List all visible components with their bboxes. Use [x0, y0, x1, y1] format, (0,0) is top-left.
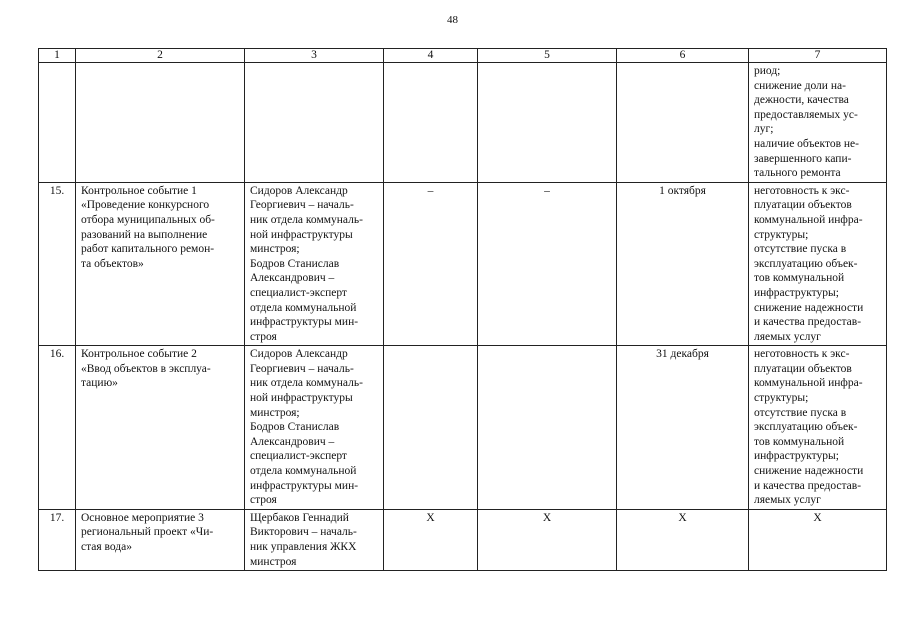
event-cell-line: региональный проект «Чи-: [81, 526, 214, 539]
risks-cell-line: структуры;: [754, 392, 809, 405]
risks-cell-line: тов коммунальной: [754, 272, 845, 285]
event-cell: [76, 346, 245, 510]
row-number: 17.: [39, 509, 76, 570]
risks-cell: [749, 509, 887, 570]
event-cell-line: тацию»: [81, 377, 118, 390]
document-table: [38, 48, 887, 571]
risks-cell-line: инфраструктуры;: [754, 450, 839, 463]
risks-cell-line: тов коммунальной: [754, 435, 845, 448]
risks-cell-line: предоставляемых ус-: [754, 108, 858, 121]
risks-cell-line: эксплуатацию объек-: [754, 257, 858, 270]
risks-cell-line: снижение доли на-: [754, 79, 846, 92]
event-cell-line: Основное мероприятие 3: [81, 511, 204, 524]
responsible-cell-line: ной инфраструктуры: [250, 392, 353, 405]
risks-cell-line: снижение надежности: [754, 465, 864, 478]
date-cell: X: [617, 509, 749, 570]
table-row: [39, 63, 887, 183]
responsible-cell-line: отдела коммунальной: [250, 301, 357, 314]
responsible-cell-line: Сидоров Александр: [250, 184, 348, 197]
responsible-cell-line: строя: [250, 330, 277, 343]
risks-cell-line: наличие объектов не-: [754, 137, 859, 150]
column-number: 1: [39, 49, 76, 63]
column-5-cell: [478, 346, 617, 510]
responsible-cell-line: строя: [250, 494, 277, 507]
event-cell-line: разований на выполнение: [81, 228, 208, 241]
risks-cell-line: луг;: [754, 123, 774, 136]
event-cell: [76, 182, 245, 346]
responsible-cell-line: инфраструктуры мин-: [250, 479, 359, 492]
risks-cell-line: завершенного капи-: [754, 152, 852, 165]
risks-cell-line: отсутствие пуска в: [754, 243, 847, 256]
event-cell-line: Контрольное событие 2: [81, 348, 197, 361]
risks-cell-line: коммунальной инфра-: [754, 377, 863, 390]
page-number: 48: [447, 14, 458, 26]
column-number: 4: [384, 49, 478, 63]
responsible-cell-line: минстроя: [250, 555, 297, 568]
risks-cell-line: отсутствие пуска в: [754, 406, 847, 419]
event-cell-line: стая вода»: [81, 541, 133, 553]
column-4-cell: [384, 346, 478, 510]
risks-cell: [749, 182, 887, 346]
responsible-cell: [245, 63, 384, 183]
risks-cell-line: коммунальной инфра-: [754, 213, 863, 226]
row-number: 16.: [39, 346, 76, 510]
column-number: 5: [478, 49, 617, 63]
risks-cell-line: и качества предостав-: [754, 316, 862, 329]
risks-cell-line: неготовность к экс-: [754, 184, 850, 197]
responsible-cell-line: ник отдела коммуналь-: [250, 377, 363, 390]
responsible-cell-line: Александрович –: [250, 435, 335, 448]
date-cell: [617, 63, 749, 183]
risks-cell-line: X: [813, 511, 822, 524]
responsible-cell-line: специалист-эксперт: [250, 286, 347, 299]
event-cell-line: работ капитального ремон-: [81, 243, 215, 256]
date-cell: 1 октября: [617, 182, 749, 346]
event-cell-line: отбора муниципальных об-: [81, 213, 215, 226]
date-cell: 31 декабря: [617, 346, 749, 510]
column-5-cell: –: [478, 182, 617, 346]
column-4-cell: –: [384, 182, 478, 346]
column-number: 2: [76, 49, 245, 63]
risks-cell-line: неготовность к экс-: [754, 348, 850, 361]
risks-cell-line: ляемых услуг: [754, 330, 821, 343]
responsible-cell-line: Бодров Станислав: [250, 257, 340, 270]
column-5-cell: X: [478, 509, 617, 570]
risks-cell-line: риод;: [754, 65, 781, 77]
responsible-cell-line: отдела коммунальной: [250, 465, 357, 478]
column-4-cell: [384, 63, 478, 183]
responsible-cell: [245, 346, 384, 510]
responsible-cell-line: Александрович –: [250, 272, 335, 285]
table-row: [39, 182, 887, 346]
risks-cell-line: дежности, качества: [754, 94, 849, 107]
risks-cell-line: плуатации объектов: [754, 362, 852, 375]
column-4-cell: X: [384, 509, 478, 570]
risks-cell-line: плуатации объектов: [754, 199, 852, 212]
event-cell: [76, 63, 245, 183]
event-cell-line: «Ввод объектов в эксплуа-: [81, 362, 211, 375]
responsible-cell-line: Щербаков Геннадий: [250, 511, 349, 524]
responsible-cell-line: специалист-эксперт: [250, 450, 347, 463]
responsible-cell-line: Георгиевич – началь-: [250, 362, 354, 375]
column-number: 7: [749, 49, 887, 63]
table-row: [39, 509, 887, 570]
table-row: [39, 346, 887, 510]
row-number: 15.: [39, 182, 76, 346]
responsible-cell-line: Георгиевич – началь-: [250, 199, 354, 212]
responsible-cell-line: Викторович – началь-: [250, 526, 357, 539]
risks-cell-line: тального ремонта: [754, 167, 841, 180]
risks-cell: [749, 346, 887, 510]
responsible-cell-line: инфраструктуры мин-: [250, 316, 359, 329]
risks-cell-line: снижение надежности: [754, 301, 864, 314]
responsible-cell-line: Сидоров Александр: [250, 348, 348, 361]
event-cell-line: Контрольное событие 1: [81, 184, 197, 197]
risks-cell-line: эксплуатацию объек-: [754, 421, 858, 434]
column-number: 3: [245, 49, 384, 63]
column-number-row: [39, 49, 887, 63]
responsible-cell-line: минстроя;: [250, 406, 300, 419]
event-cell-line: «Проведение конкурсного: [81, 199, 210, 212]
responsible-cell-line: ник управления ЖКХ: [250, 541, 357, 553]
responsible-cell: [245, 509, 384, 570]
row-number: [39, 63, 76, 183]
responsible-cell-line: минстроя;: [250, 243, 300, 256]
risks-cell: [749, 63, 887, 183]
risks-cell-line: и качества предостав-: [754, 479, 862, 492]
responsible-cell-line: ной инфраструктуры: [250, 228, 353, 241]
column-number: 6: [617, 49, 749, 63]
risks-cell-line: ляемых услуг: [754, 494, 821, 507]
column-5-cell: [478, 63, 617, 183]
responsible-cell: [245, 182, 384, 346]
responsible-cell-line: ник отдела коммуналь-: [250, 213, 363, 226]
event-cell: [76, 509, 245, 570]
event-cell-line: та объектов»: [81, 257, 144, 270]
risks-cell-line: структуры;: [754, 228, 809, 241]
table-body: [39, 63, 887, 571]
risks-cell-line: инфраструктуры;: [754, 286, 839, 299]
responsible-cell-line: Бодров Станислав: [250, 421, 340, 434]
